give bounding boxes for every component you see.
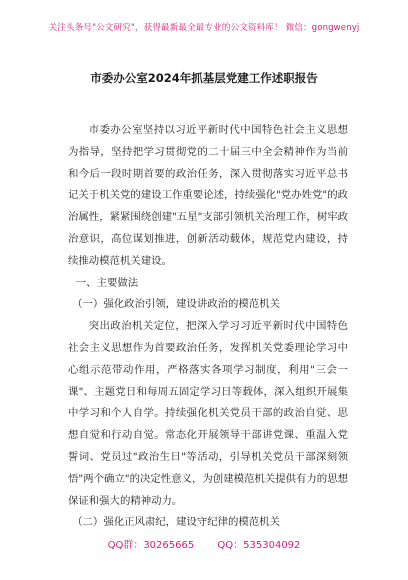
section-heading: 一、主要做法 (75, 276, 139, 289)
qq-number: QQ：535304092 (217, 540, 301, 551)
document-body (68, 120, 348, 534)
document-title: 市委办公室2024年抓基层党建工作述职报告 (90, 71, 318, 85)
subsection-heading: （一）强化政治引领，建设讲政治的模范机关 (72, 298, 280, 311)
footer-contact (0, 536, 408, 551)
body-paragraph: 突出政治机关定位，把深入学习习近平新时代中国特色社会主义思想作为首要政治任务，发挥机关党委理论学习中心组示范带动作用，严格落实各项学习制度，利用"三会一课"、主题党日和每周五固定学习日等载体，深入组织开展集中学习和个人自学。持续强化机关党员干部的政治自觉、思想自觉和行动自觉。常态化开展领导干部讲党课、重温入党誓词、党员过"政治生日"等活动，引导机关党员干部深刻领悟"两个确立"的决定性意义，为创建模范机关提供有力的思想保证和强大的精神动力。 (68, 320, 348, 507)
subsection-heading: （二）强化正风肃纪，建设守纪律的模范机关 (72, 516, 280, 529)
qq-group-number: QQ群：30265665 (107, 540, 195, 551)
top-notice: 关注头条号"公文研究"，获得最新最全最专业的公文资料库！ 微信：gongwenyj (48, 23, 360, 33)
intro-paragraph: 市委办公室坚持以习近平新时代中国特色社会主义思想为指导，坚持把学习贯彻党的二十届三中全会精神作为当前和今后一段时期首要的政治任务，深入贯彻落实习近平总书记关于机关党的建设工作重要论述，持续强化"党办姓党"的政治属性，紧紧围绕创建"五星"支部引领机关治理工作，树牢政治意识，高位谋划推进，创新活动载体，规范党内建设，持续推动模范机关建设。 (68, 124, 348, 267)
